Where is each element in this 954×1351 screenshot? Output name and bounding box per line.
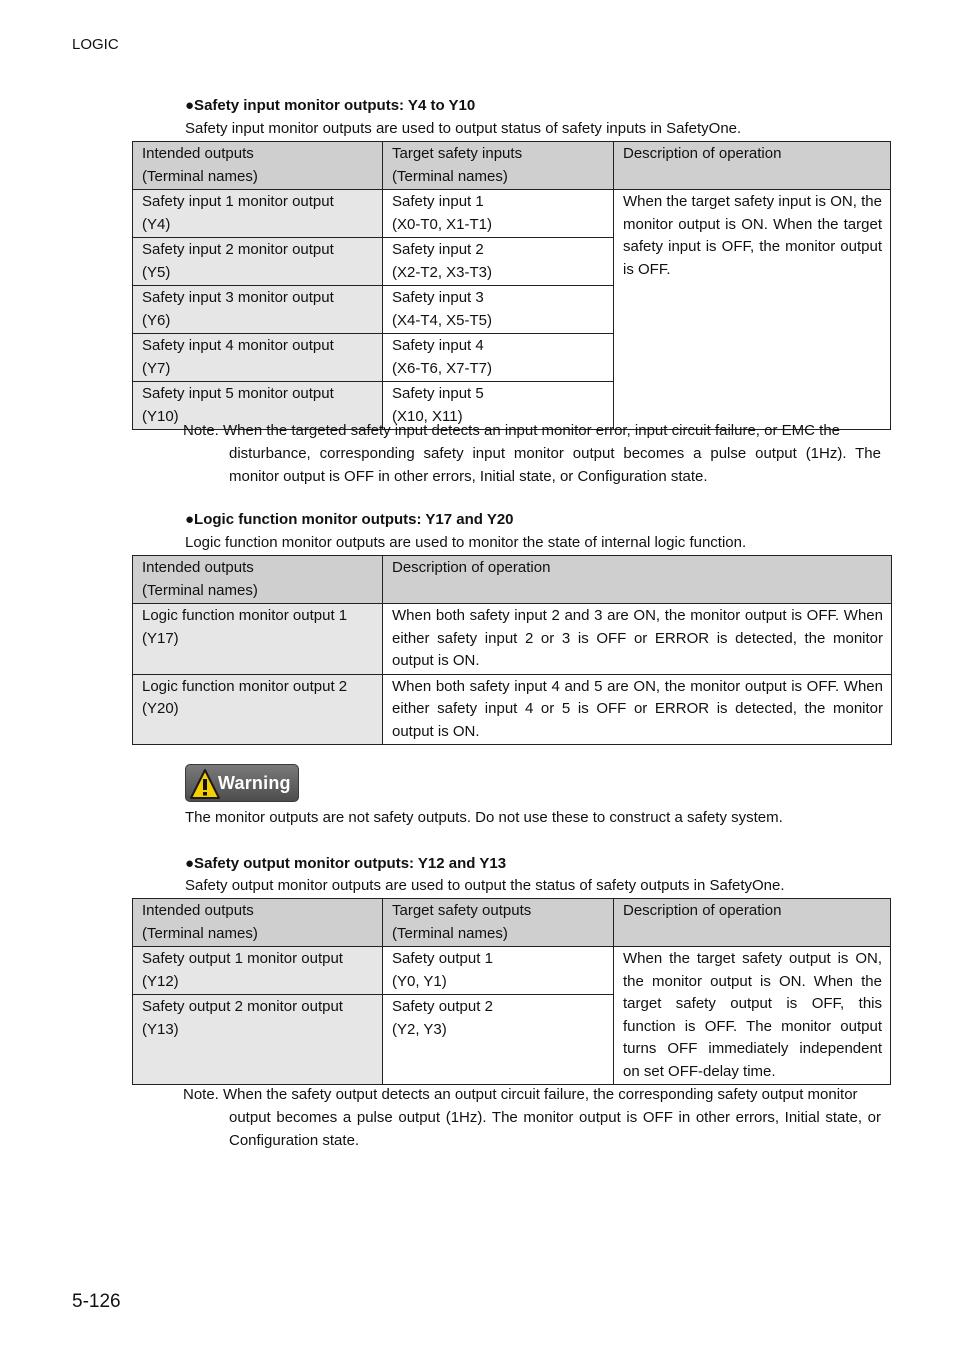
safety-output-monitor-table	[132, 898, 891, 1085]
column-header-description: Description of operation	[614, 142, 891, 190]
warning-badge	[185, 764, 299, 802]
section-intro-logic-function: Logic function monitor outputs are used to monitor the state of internal logic function.	[185, 534, 747, 551]
output-cell: Safety input 5 monitor output (Y10)	[133, 382, 383, 430]
page-number: 5-126	[72, 1291, 121, 1312]
target-cell: Safety input 1 (X0-T0, X1-T1)	[383, 190, 614, 238]
output-cell: Safety output 1 monitor output (Y12)	[133, 947, 383, 995]
column-header-description: Description of operation	[614, 899, 891, 947]
table-header-row	[133, 142, 891, 190]
target-cell: Safety output 1 (Y0, Y1)	[383, 947, 614, 995]
output-cell: Logic function monitor output 2 (Y20)	[133, 674, 383, 745]
section-intro-safety-input: Safety input monitor outputs are used to output status of safety inputs in SafetyOne.	[185, 120, 742, 137]
safety-input-monitor-table	[132, 141, 891, 430]
target-cell: Safety output 2 (Y2, Y3)	[383, 995, 614, 1085]
note-safety-output: Note. When the safety output detects an output circuit failure, the corresponding safety output monitor output becomes a pulse output (1Hz). The monitor output is OFF in other errors, Initial state, or Configuration state.	[183, 1086, 881, 1149]
section-heading-safety-output: ●Safety output monitor outputs: Y12 and Y13	[185, 855, 507, 872]
warning-label: Warning	[218, 773, 291, 793]
description-cell: When both safety input 2 and 3 are ON, the monitor output is OFF. When either safety input 2 or 3 is OFF or ERROR is detected, the monitor output is ON.	[383, 604, 892, 675]
table-row	[133, 674, 892, 745]
description-cell: When the target safety output is ON, the monitor output is ON. When the target safety output is OFF, this function is OFF. The monitor output turns OFF immediately independent on set OFF-delay time.	[614, 947, 891, 1085]
section-intro-safety-output: Safety output monitor outputs are used to output the status of safety outputs in SafetyOne.	[185, 877, 785, 894]
column-header-target-outputs: Target safety outputs (Terminal names)	[383, 899, 614, 947]
output-cell: Safety input 4 monitor output (Y7)	[133, 334, 383, 382]
output-cell: Safety input 3 monitor output (Y6)	[133, 286, 383, 334]
target-cell: Safety input 3 (X4-T4, X5-T5)	[383, 286, 614, 334]
target-cell: Safety input 4 (X6-T6, X7-T7)	[383, 334, 614, 382]
table-header-row	[133, 899, 891, 947]
warning-text: The monitor outputs are not safety outputs. Do not use these to construct a safety system.	[185, 809, 783, 826]
section-heading-safety-input: ●Safety input monitor outputs: Y4 to Y10	[185, 97, 476, 114]
output-cell: Safety input 1 monitor output (Y4)	[133, 190, 383, 238]
table-header-row	[133, 556, 892, 604]
section-heading-logic-function: ●Logic function monitor outputs: Y17 and Y20	[185, 511, 514, 528]
target-cell: Safety input 5 (X10, X11)	[383, 382, 614, 430]
warning-triangle-icon	[189, 768, 221, 800]
column-header-intended-outputs: Intended outputs (Terminal names)	[133, 556, 383, 604]
description-cell: When the target safety input is ON, the monitor output is ON. When the target safety input is OFF, the monitor output is OFF.	[614, 190, 891, 430]
output-cell: Logic function monitor output 1 (Y17)	[133, 604, 383, 675]
table-row	[133, 190, 891, 238]
column-header-intended-outputs: Intended outputs (Terminal names)	[133, 899, 383, 947]
page-header: LOGIC	[72, 36, 119, 53]
column-header-target-inputs: Target safety inputs (Terminal names)	[383, 142, 614, 190]
note-safety-input: Note. When the targeted safety input detects an input monitor error, input circuit failure, or EMC the disturbance, corresponding safety input monitor output becomes a pulse output (1Hz). The monitor output is OFF in other errors, Initial state, or Configuration state.	[183, 422, 881, 485]
description-cell: When both safety input 4 and 5 are ON, the monitor output is OFF. When either safety input 4 or 5 is OFF or ERROR is detected, the monitor output is ON.	[383, 674, 892, 745]
table-row	[133, 947, 891, 995]
target-cell: Safety input 2 (X2-T2, X3-T3)	[383, 238, 614, 286]
logic-function-monitor-table	[132, 555, 892, 745]
table-row	[133, 604, 892, 675]
output-cell: Safety input 2 monitor output (Y5)	[133, 238, 383, 286]
output-cell: Safety output 2 monitor output (Y13)	[133, 995, 383, 1085]
column-header-intended-outputs: Intended outputs (Terminal names)	[133, 142, 383, 190]
column-header-description: Description of operation	[383, 556, 892, 604]
